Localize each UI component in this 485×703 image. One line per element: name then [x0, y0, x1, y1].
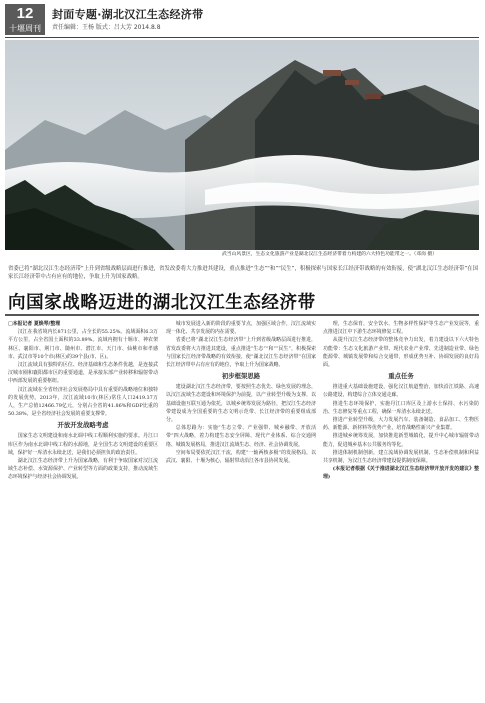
mountain-landscape-image — [5, 40, 479, 250]
paragraph: 从提升汉江生态经济带的整体竞争力出发，着力建设以下六大特色功能带：生态文化旅游产业带、现代农业产业带、先进制造业带、绿色能源带、城镇发展带和综合交通带，形成优势互补、协调发展的良好局面。 — [323, 337, 479, 369]
article-column-3 — [323, 320, 479, 700]
paragraph: 汉江流域在全省经济社会发展格局中具有重要的战略地位和独特的发展优势。2013年，汉江流域10市(林区)常住人口2419.37万人，生产总值12466.79亿元，分别占全省的41.86%和GDP比重的50.38%，是全省经济社会发展的重要支撑带。 — [8, 386, 158, 418]
paragraph: 城市发展进入新的阶段的重要节点，加强区域合作，汉江流域实现一体化、共享发展的内在需要。 — [166, 321, 316, 336]
article-source-note: (本报记者根据《关于推进湖北汉江生态经济带开放开发的建议》整理) — [323, 466, 479, 481]
subheading: 初步框架思路 — [221, 372, 261, 381]
paragraph: 推进重大基础设施建设，强化汉江航道整治，加快沿江铁路、高速公路建设，构建综合立体交通走廊。 — [323, 384, 479, 399]
paragraph: 汉江在我省境内长871公里，占全长的55.25%。流域面积6.3万平方公里，占全省国土面积的33.89%。流域内拥有十堰市、神农架林区、襄阳市、荆门市、随州市、潜江市、天门市、仙桃市和孝感市、武汉市等10个市(林区)的39个县(市、区)。 — [8, 329, 158, 360]
page-number-badge — [5, 4, 45, 35]
paragraph: 总体思路为：实施“生态立带、产业强带、城乡融带、开放活带”四大战略，着力构建生态安全屏障、现代产业体系、综合交通网络、城镇发展格局，推进汉江流域生态、经济、社会协调发展。 — [166, 425, 316, 448]
mountain-photo — [5, 40, 479, 250]
page-number: 12 — [16, 5, 34, 22]
lead-paragraph: 省委已将“湖北汉江生态经济带”上升到省级战略层面进行推进，省发改委将大力推进其建设，重点推进“生态”“和”“民生”，积极探索与国家长江经济带战略的有效衔接，使“湖北汉江生态经济带”在国家长江经济带中占有应有的地位，争取上升为国家战略。 — [8, 266, 478, 280]
header-rule — [5, 37, 479, 38]
paragraph: 推进城乡统筹发展，加快推进新型城镇化，提升中心城市辐射带动能力，促进城乡基本公共服务均等化。 — [323, 433, 479, 448]
paragraph: 国家生态文明建设和南水北调中线工程顺利实施的要求。丹江口库区作为南水北调中线工程的水源地，是全国生态文明建设的重要区域，保护好一库清水永续北送，是我们必须担负的政治责任。 — [8, 433, 158, 456]
paragraph: 省委已将“湖北汉江生态经济带”上升到省级战略层面进行推进，省发改委将大力推进其建设，重点推进“生态”“和”“民生”，积极探索与国家长江经济带战略的有效衔接，使“湖北汉江生态经济带”在国家长江经济带中占有应有的地位，争取上升为国家战略。 — [166, 337, 316, 369]
headline-rule — [5, 314, 479, 316]
article-column-2 — [166, 320, 316, 700]
article-headline: 向国家战略迈进的湖北汉江生态经济带 — [8, 293, 316, 313]
paragraph: 湖北汉江生态经济带上升为国家战略，有利于争取国家对汉江流域生态补偿、水资源保护、产业转型等方面的政策支持，推动流域生态环境保护与经济社会协调发展。 — [8, 458, 158, 481]
photo-caption: 武当山风景区，生态文化旅游产业是湖北汉江生态经济带着力构建的六大特色功能带之一。（邓岗 摄） — [222, 252, 437, 257]
section-title: 封面专题·湖北汉江生态经济带 — [52, 8, 204, 21]
paragraph: 建设湖北汉江生态经济带，要按照生态优先、绿色发展的理念，以汉江流域生态建设和环境保护为前提，以产业转型升级为支撑，以基础设施互联互通为依托，以城乡统筹发展为路径，把汉江生态经济带建设成为全国重要的生态文明示范带、长江经济带的重要组成部分。 — [166, 384, 316, 424]
paragraph: 空间布局要依托汉江干流，构建“一轴两核多极”的发展格局，以武汉、襄阳、十堰为核心，辐射带动沿江各市县协同发展。 — [166, 449, 316, 465]
article-byline: □本报记者 夏焕琴/整理 — [8, 321, 61, 327]
paragraph: 推进产业转型升级，大力发展汽车、装备制造、食品加工、生物医药、新能源、新材料等优势产业，培育战略性新兴产业集群。 — [323, 417, 479, 432]
editor-credits: 责任编辑：王杨 版式：吕大芳 2014.8.8 — [52, 24, 161, 31]
article-column-1 — [8, 320, 158, 700]
subheading: 开放开发战略考虑 — [57, 421, 109, 430]
paragraph: 推进体制机制创新，建立流域协调发展机制、生态补偿机制和利益共享机制，为汉江生态经济带建设提供制度保障。 — [323, 449, 479, 465]
page-header — [0, 0, 485, 40]
section-name: 十堰周刊 — [9, 24, 41, 33]
paragraph: 汉江流域具有独特的区位、经济基础和生态条件优越，是连接武汉城市圈和襄阳都市区的重要通道，是承接东部产业转移和辐射带动中西部发展的重要枢纽。 — [8, 362, 158, 385]
paragraph: 推进生态环境保护，实施丹江口库区及上游水土保持、水污染防治、生态修复等重点工程，确保一库清水永续北送。 — [323, 400, 479, 415]
paragraph: 理，生态保育，安全饮水，生物多样性保护等生态产业发展等，重点推进汉江中下游生态环境修复工程。 — [323, 321, 479, 336]
subheading: 重点任务 — [388, 372, 414, 381]
